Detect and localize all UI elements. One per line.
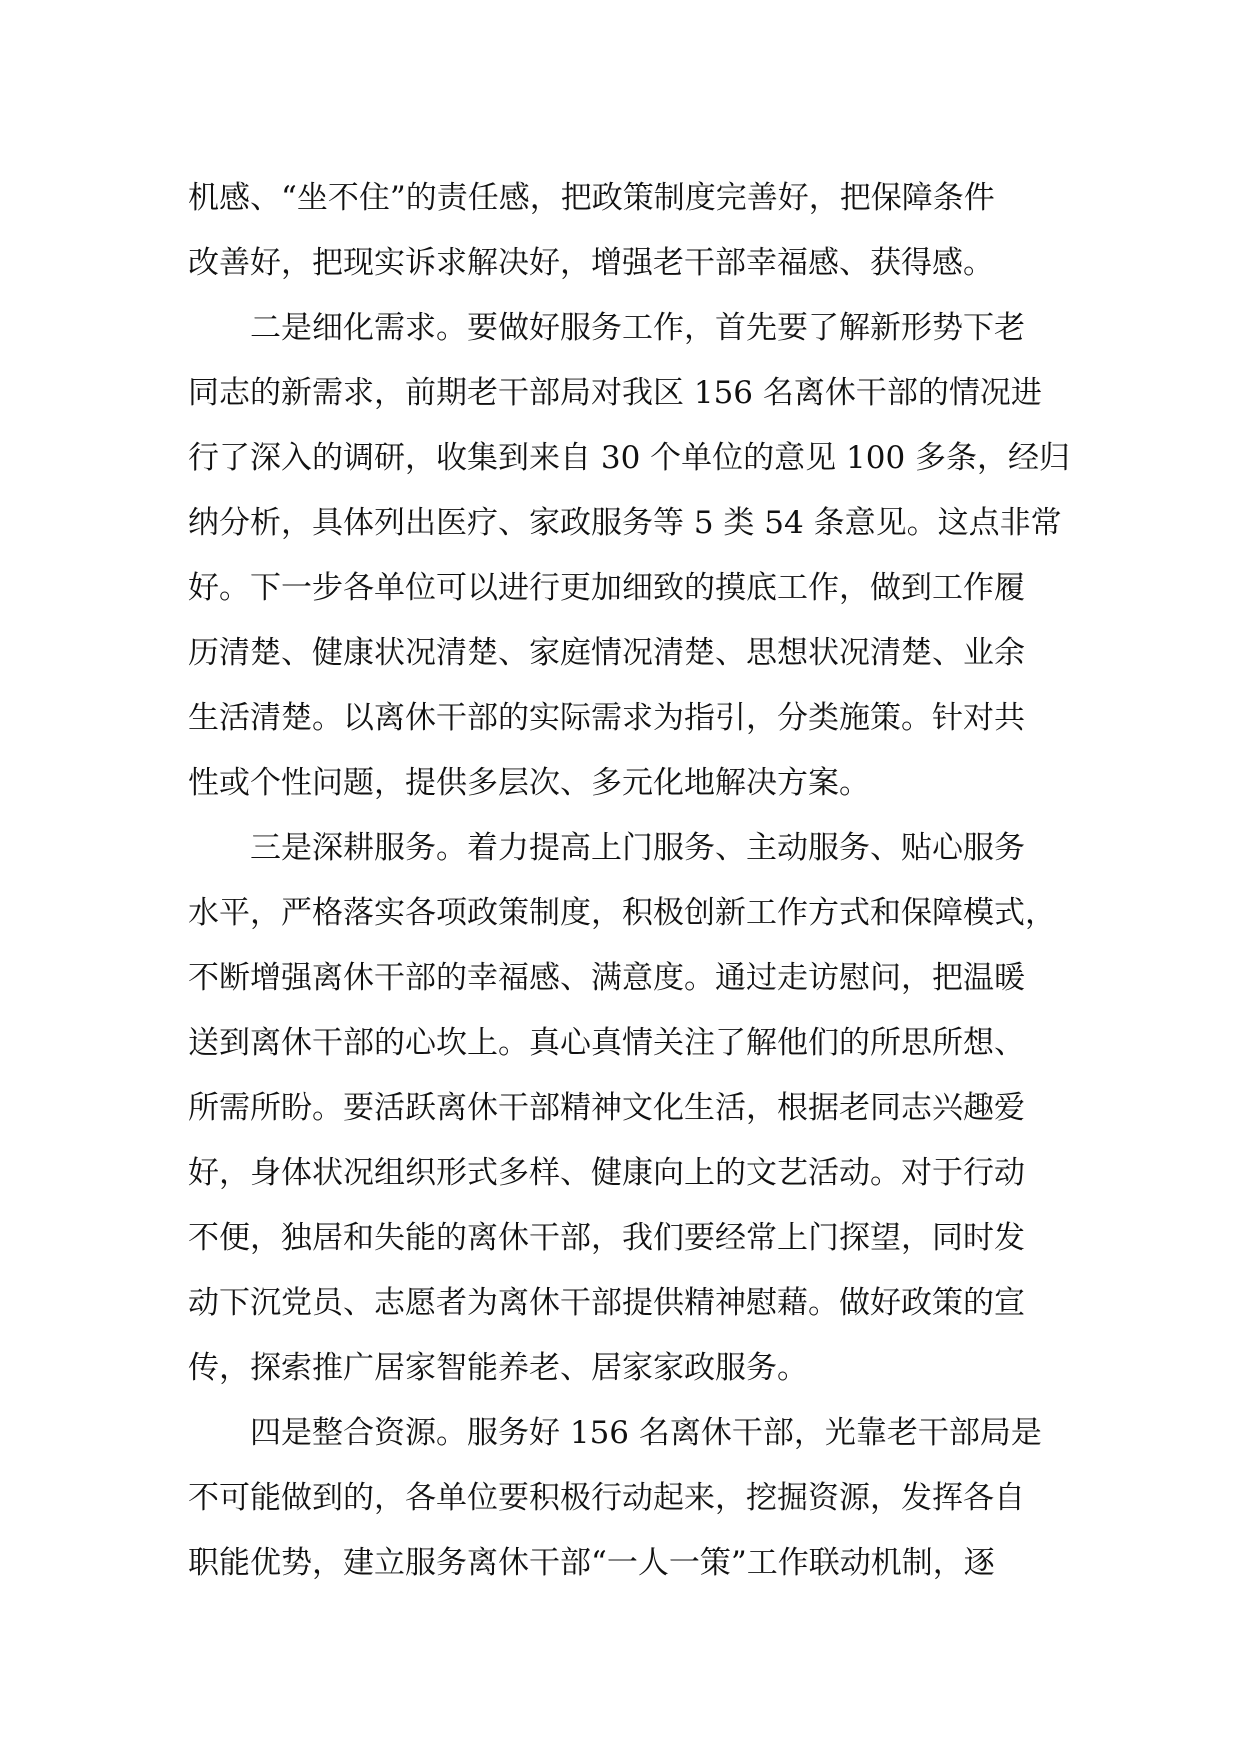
- text-line: 不可能做到的，各单位要积极行动起来，挖掘资源，发挥各自: [188, 1480, 1025, 1516]
- text-line: 所需所盼。要活跃离休干部精神文化生活，根据老同志兴趣爱: [188, 1090, 1025, 1126]
- text-line: 历清楚、健康状况清楚、家庭情况清楚、思想状况清楚、业余: [188, 635, 1025, 671]
- text-line: 机感、“坐不住”的责任感，把政策制度完善好，把保障条件: [188, 180, 995, 216]
- text-line: 生活清楚。以离休干部的实际需求为指引，分类施策。针对共: [188, 700, 1025, 736]
- text-line: 职能优势，建立服务离休干部“一人一策”工作联动机制，逐: [188, 1545, 995, 1581]
- text-line: 行了深入的调研，收集到来自 30 个单位的意见 100 多条，经归: [188, 440, 1071, 476]
- body-text: [188, 166, 1088, 1596]
- text-line: 动下沉党员、志愿者为离休干部提供精神慰藉。做好政策的宣: [188, 1285, 1025, 1321]
- paragraph-start-line: 四是整合资源。服务好 156 名离休干部，光靠老干部局是: [188, 1415, 1042, 1451]
- text-line: 性或个性问题，提供多层次、多元化地解决方案。: [188, 765, 870, 801]
- text-line: 同志的新需求，前期老干部局对我区 156 名离休干部的情况进: [188, 375, 1042, 411]
- text-line: 传，探索推广居家智能养老、居家家政服务。: [188, 1350, 808, 1386]
- paragraph-start-line: 三是深耕服务。着力提高上门服务、主动服务、贴心服务: [188, 830, 1025, 866]
- text-line: 纳分析，具体列出医疗、家政服务等 5 类 54 条意见。这点非常: [188, 505, 1062, 541]
- text-line: 改善好，把现实诉求解决好，增强老干部幸福感、获得感。: [188, 245, 994, 281]
- text-line: 送到离休干部的心坎上。真心真情关注了解他们的所思所想、: [188, 1025, 1025, 1061]
- text-line: 水平，严格落实各项政策制度，积极创新工作方式和保障模式，: [188, 895, 1056, 931]
- text-line: 不便，独居和失能的离休干部，我们要经常上门探望，同时发: [188, 1220, 1025, 1256]
- paragraph-start-line: 二是细化需求。要做好服务工作，首先要了解新形势下老: [188, 310, 1025, 346]
- text-line: 好，身体状况组织形式多样、健康向上的文艺活动。对于行动: [188, 1155, 1025, 1191]
- text-line: 不断增强离休干部的幸福感、满意度。通过走访慰问，把温暖: [188, 960, 1025, 996]
- text-line: 好。下一步各单位可以进行更加细致的摸底工作，做到工作履: [188, 570, 1025, 606]
